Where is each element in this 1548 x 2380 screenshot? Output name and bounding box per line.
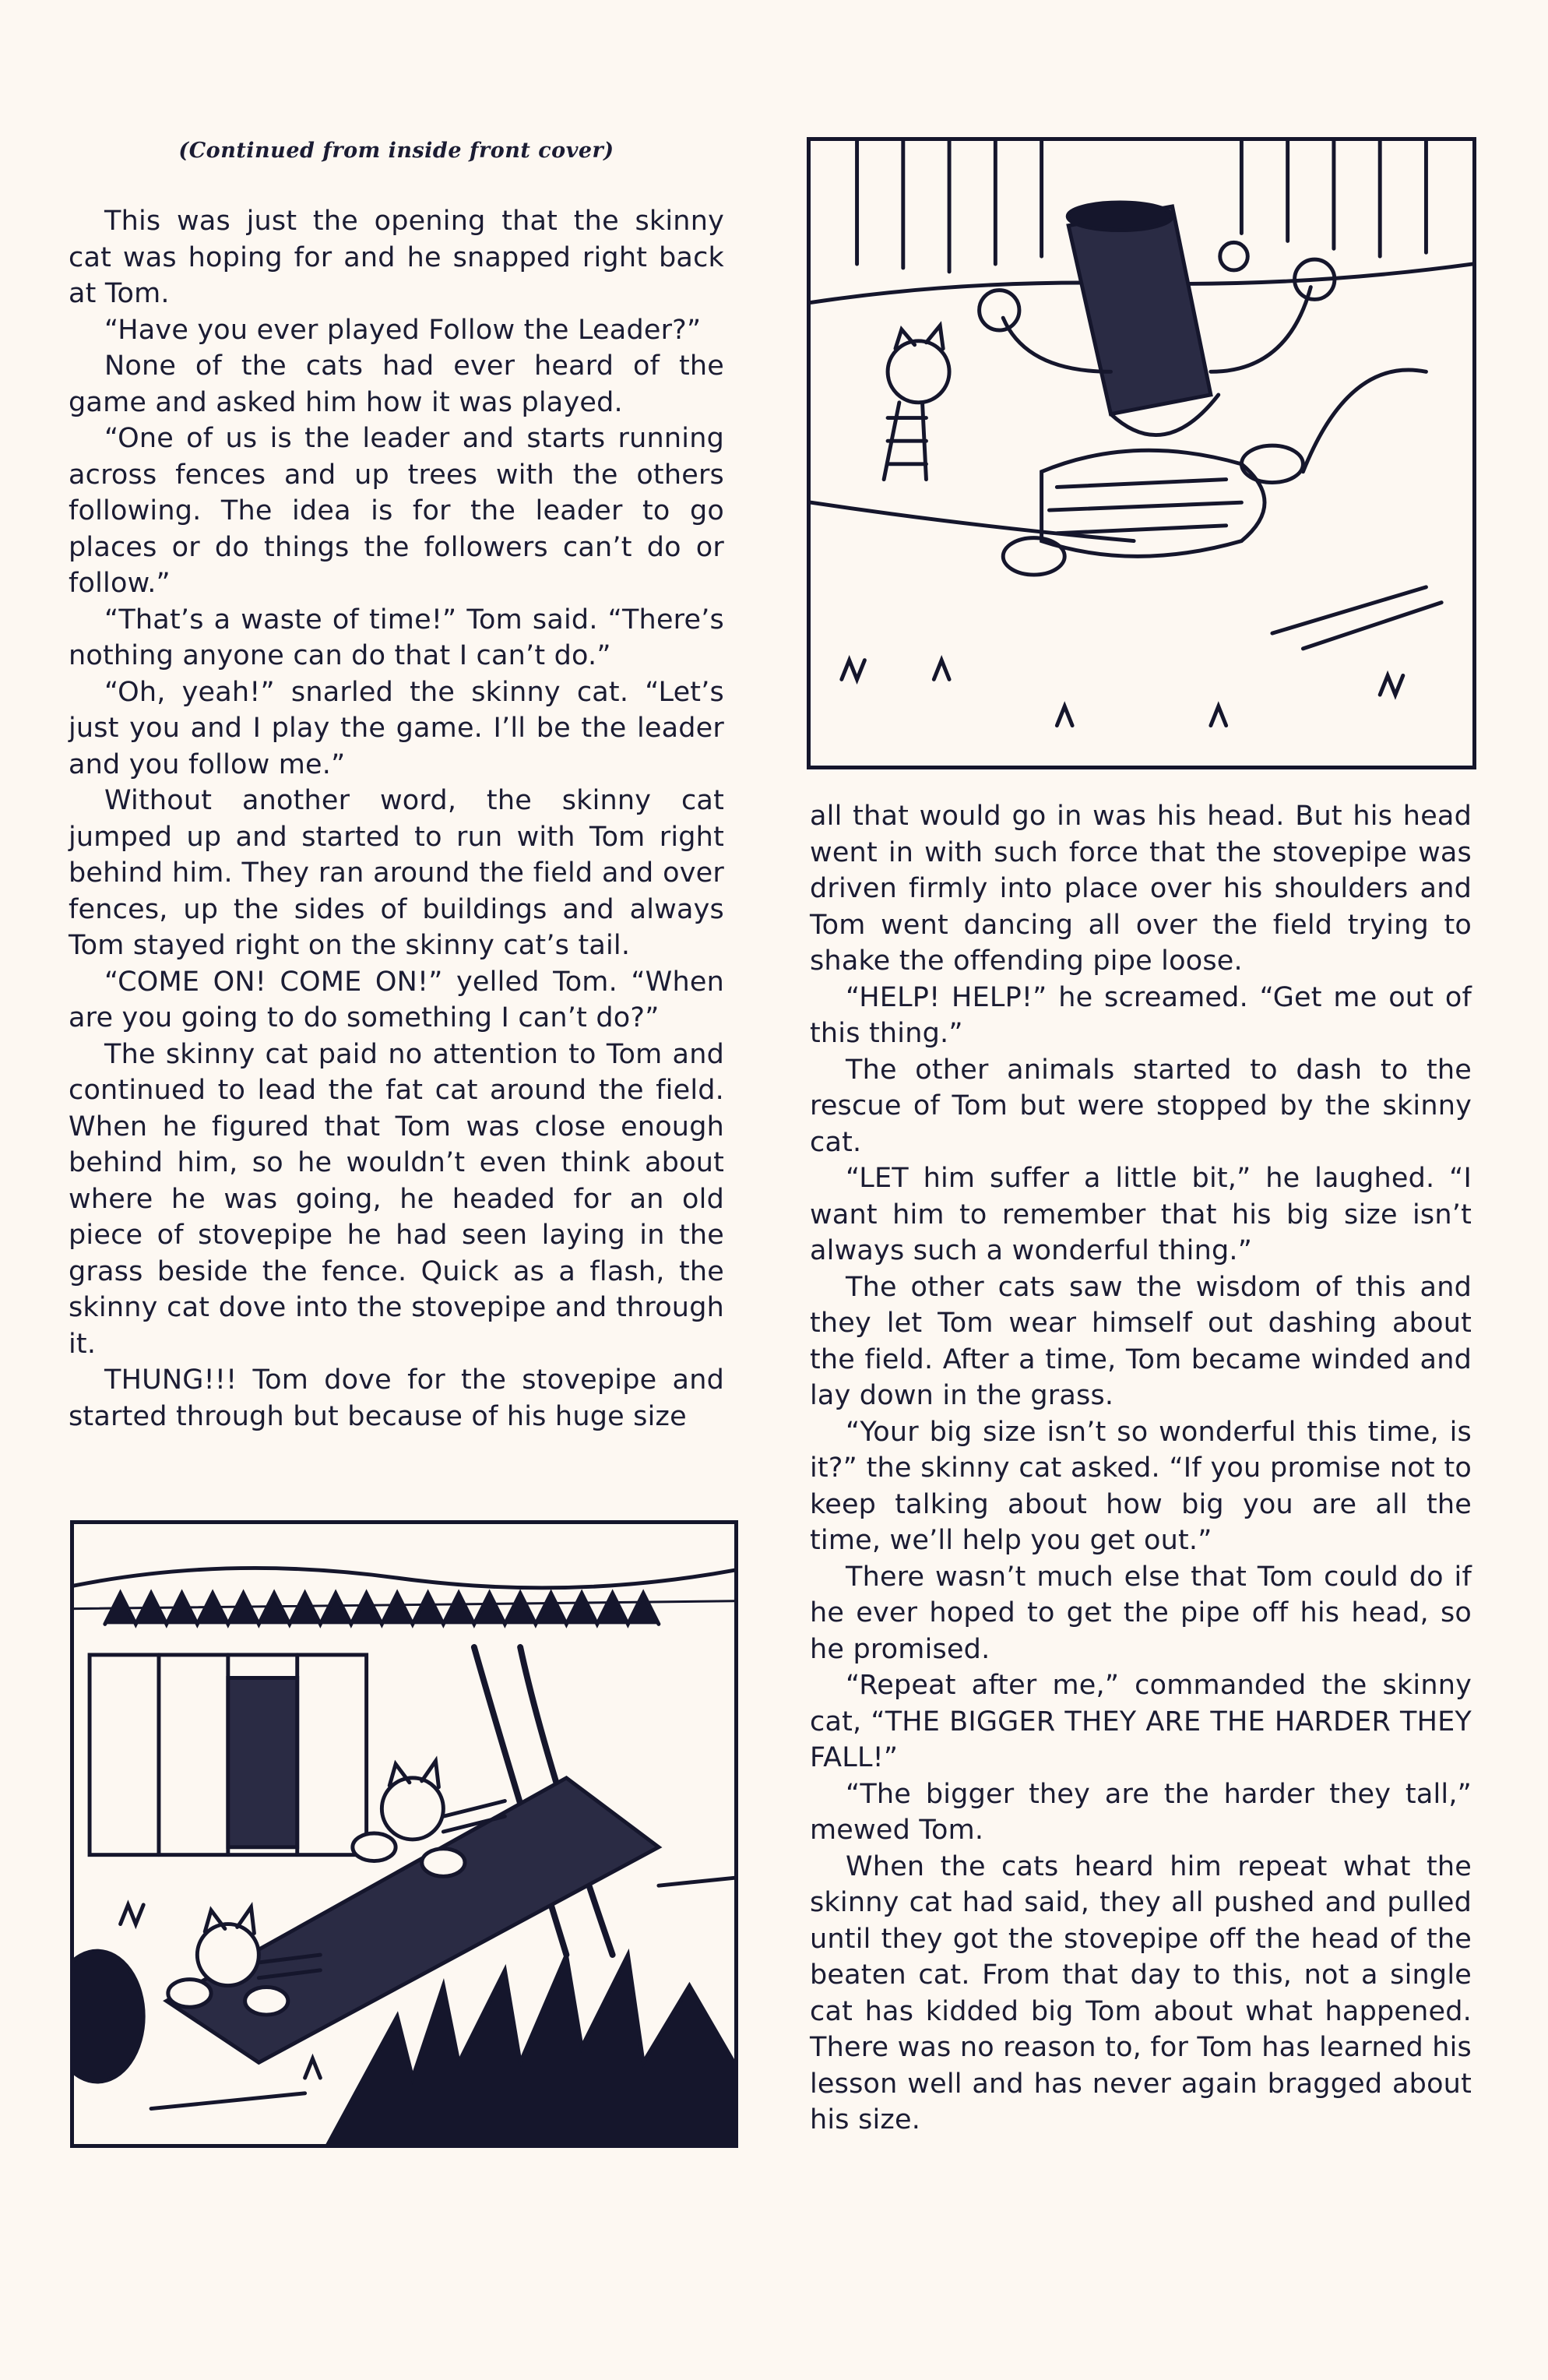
right-paragraph: The other cats saw the wisdom of this and they let Tom wear himself out dashing about the field. After a time, Tom became winded and lay down in the grass.	[810, 1271, 1472, 1411]
left-paragraph: The skinny cat paid no attention to Tom and continued to lead the fat cat around the field. When he figured that Tom was close enough behind him, so he wouldn’t even think about where he was going, he headed for an old piece of stovepipe he had seen laying in the grass beside the fence. Quick as a flash, the skinny cat dove into the stovepipe and through it.	[69, 1038, 724, 1360]
stovepipe-chase-illustration	[74, 1524, 734, 2144]
left-paragraph: Without another word, the skinny cat jumped up and started to run with Tom right behind him. They ran around the field and over fences, up the sides of buildings and always Tom stayed right on the skinny cat’s tail.	[69, 785, 724, 961]
right-paragraph: “Your big size isn’t so wonderful this time, is it?” the skinny cat asked. “If you promise not to keep talking about how big you are all the time, we’ll help you get out.”	[810, 1416, 1472, 1556]
left-paragraph: “Oh, yeah!” snarled the skinny cat. “Let’s just you and I play the game. I’ll be the leader and you follow me.”	[69, 676, 724, 780]
right-paragraph: “HELP! HELP!” he screamed. “Get me out of this thing.”	[810, 981, 1472, 1049]
continued-note: (Continued from inside front cover)	[178, 139, 614, 163]
left-paragraph: THUNG!!! Tom dove for the stovepipe and started through but because of his huge size	[69, 1364, 724, 1432]
right-paragraph: When the cats heard him repeat what the skinny cat had said, they all pushed and pulled until they got the stovepipe off the head of the beaten cat. From that day to this, not a single cat has kidded big Tom about what happened. There was no reason to, for Tom has learned his lesson well and has never again bragged about his size.	[810, 1850, 1472, 2135]
illustration-panel-cats-race-to-stovepipe	[70, 1520, 738, 2148]
left-paragraph: “Have you ever played Follow the Leader?”	[104, 314, 702, 346]
illustration-panel-tom-in-stovepipe	[807, 137, 1476, 769]
right-paragraph: all that would go in was his head. But his head went in with such force that the stovepipe was driven firmly into place over his shoulders and Tom went dancing all over the field trying to shake the offending pipe loose.	[810, 801, 1472, 977]
stovepipe-dance-illustration	[811, 141, 1472, 766]
right-text-column	[810, 798, 1472, 2139]
left-paragraph: None of the cats had ever heard of the game and asked him how it was played.	[69, 350, 724, 418]
right-paragraph: “The bigger they are the harder they tall,” mewed Tom.	[810, 1778, 1472, 1846]
right-paragraph: There wasn’t much else that Tom could do if he ever hoped to get the pipe off his head, so he promised.	[810, 1561, 1472, 1665]
right-paragraph: “LET him suffer a little bit,” he laughed. “I want him to remember that his big size isn’t always such a wonderful thing.”	[810, 1163, 1472, 1266]
left-paragraph: “That’s a waste of time!” Tom said. “There’s nothing anyone can do that I can’t do.”	[69, 604, 724, 671]
right-paragraph: “Repeat after me,” commanded the skinny cat, “THE BIGGER THEY ARE THE HARDER THEY FALL!”	[810, 1670, 1472, 1773]
left-text-column	[69, 139, 724, 1435]
left-paragraph: This was just the opening that the skinny cat was hoping for and he snapped right back at Tom.	[69, 206, 724, 309]
left-paragraph: “One of us is the leader and starts running across fences and up trees with the others following. The idea is for the leader to go places or do things the followers can’t do or follow.”	[69, 423, 724, 599]
right-paragraph: The other animals started to dash to the rescue of Tom but were stopped by the skinny cat.	[810, 1054, 1472, 1158]
left-paragraph: “COME ON! COME ON!” yelled Tom. “When are you going to do something I can’t do?”	[69, 966, 724, 1033]
